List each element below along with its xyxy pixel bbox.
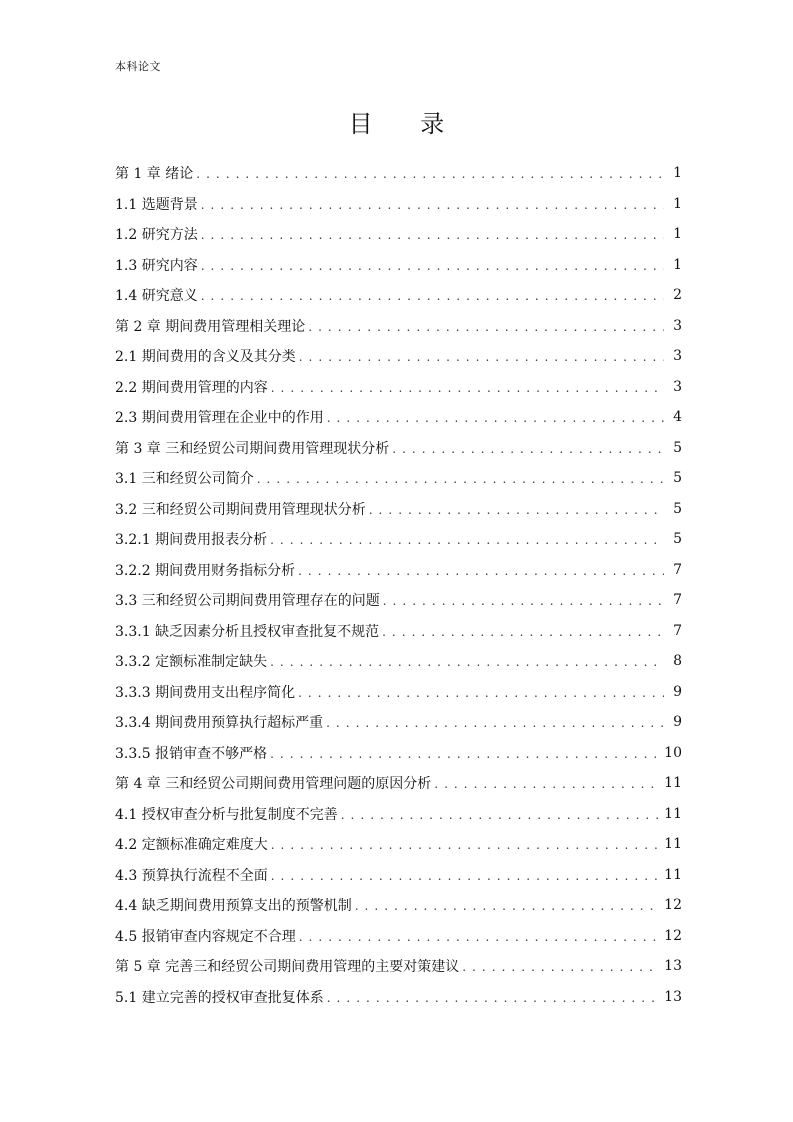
toc-entry-label: 第 3 章 三和经贸公司期间费用管理现状分析 <box>115 440 390 457</box>
toc-entry[interactable] <box>115 768 682 799</box>
toc-page-number: 1 <box>673 195 682 212</box>
toc-page-number: 13 <box>664 958 682 975</box>
toc-entry-label: 4.2 定额标准确定难度大 <box>115 837 268 854</box>
toc-entry[interactable] <box>115 402 682 433</box>
toc-entry-label: 4.4 缺乏期间费用预算支出的预警机制 <box>115 898 352 915</box>
toc-page-number: 13 <box>664 988 682 1005</box>
toc-page-number: 7 <box>673 592 682 609</box>
toc-entry[interactable] <box>115 890 682 921</box>
toc-page-number: 7 <box>673 561 682 578</box>
toc-entry-label: 3.1 三和经贸公司简介 <box>115 471 254 488</box>
toc-entry[interactable] <box>115 860 682 891</box>
toc-dot-leader <box>369 503 664 517</box>
toc-entry[interactable] <box>115 524 682 555</box>
toc-dot-leader <box>196 167 664 181</box>
toc-page-number: 4 <box>673 409 682 426</box>
toc-entry[interactable] <box>115 829 682 860</box>
toc-entry-label: 4.5 报销审查内容规定不合理 <box>115 928 296 945</box>
toc-entry[interactable] <box>115 372 682 403</box>
toc-entry[interactable] <box>115 555 682 586</box>
toc-page-number: 12 <box>664 927 682 944</box>
toc-entry[interactable] <box>115 616 682 647</box>
toc-page-number: 1 <box>673 256 682 273</box>
toc-dot-leader <box>382 625 664 639</box>
toc-entry-label: 3.3.4 期间费用预算执行超标严重 <box>115 715 324 732</box>
toc-entry-label: 3.2 三和经贸公司期间费用管理现状分析 <box>115 501 366 518</box>
toc-dot-leader <box>299 930 660 944</box>
toc-entry-label: 3.2.2 期间费用财务指标分析 <box>115 562 296 579</box>
toc-dot-leader <box>462 960 660 974</box>
toc-entry[interactable] <box>115 280 682 311</box>
toc-dot-leader <box>201 259 664 273</box>
toc-entry[interactable] <box>115 951 682 982</box>
toc-entry[interactable] <box>115 250 682 281</box>
toc-entry-label: 5.1 建立完善的授权审查批复体系 <box>115 989 324 1006</box>
toc-page-number: 11 <box>664 775 682 792</box>
toc-entry[interactable] <box>115 433 682 464</box>
toc-entry[interactable] <box>115 585 682 616</box>
toc-entry-label: 第 2 章 期间费用管理相关理论 <box>115 318 306 335</box>
toc-dot-leader <box>201 228 664 242</box>
toc-entry-label: 2.2 期间费用管理的内容 <box>115 379 268 396</box>
toc-page-number: 5 <box>673 470 682 487</box>
toc-dot-leader <box>355 899 660 913</box>
table-of-contents <box>115 158 682 1012</box>
toc-entry[interactable] <box>115 921 682 952</box>
toc-dot-leader <box>383 594 664 608</box>
toc-entry-label: 3.3.2 定额标准制定缺失 <box>115 654 268 671</box>
toc-dot-leader <box>298 564 664 578</box>
toc-entry-label: 2.3 期间费用管理在企业中的作用 <box>115 410 324 427</box>
toc-dot-leader <box>201 289 664 303</box>
toc-page-number: 9 <box>673 683 682 700</box>
toc-page-number: 5 <box>673 531 682 548</box>
toc-entry-label: 1.3 研究内容 <box>115 257 198 274</box>
toc-dot-leader <box>270 655 664 669</box>
toc-page-number: 1 <box>673 226 682 243</box>
toc-page-number: 11 <box>664 866 682 883</box>
toc-page-number: 8 <box>673 653 682 670</box>
toc-entry[interactable] <box>115 646 682 677</box>
toc-entry-label: 1.4 研究意义 <box>115 288 198 305</box>
toc-dot-leader <box>271 381 664 395</box>
toc-dot-leader <box>270 533 664 547</box>
toc-entry-label: 3.3.1 缺乏因素分析且授权审查批复不规范 <box>115 623 380 640</box>
toc-dot-leader <box>341 808 660 822</box>
toc-entry-label: 1.1 选题背景 <box>115 196 198 213</box>
toc-entry[interactable] <box>115 158 682 189</box>
toc-page-number: 1 <box>673 165 682 182</box>
toc-dot-leader <box>299 350 664 364</box>
toc-entry[interactable] <box>115 707 682 738</box>
toc-dot-leader <box>392 442 664 456</box>
toc-dot-leader <box>257 472 664 486</box>
toc-entry-label: 4.1 授权审查分析与批复制度不完善 <box>115 806 338 823</box>
toc-entry[interactable] <box>115 189 682 220</box>
toc-entry-label: 3.3.3 期间费用支出程序简化 <box>115 684 296 701</box>
toc-page-number: 10 <box>664 744 682 761</box>
toc-entry-label: 4.3 预算执行流程不全面 <box>115 867 268 884</box>
toc-page-number: 3 <box>673 348 682 365</box>
toc-dot-leader <box>271 838 660 852</box>
toc-entry[interactable] <box>115 799 682 830</box>
toc-dot-leader <box>308 320 664 334</box>
toc-dot-leader <box>326 716 664 730</box>
toc-entry[interactable] <box>115 341 682 372</box>
toc-dot-leader <box>270 747 660 761</box>
toc-entry[interactable] <box>115 219 682 250</box>
toc-dot-leader <box>327 991 660 1005</box>
toc-entry[interactable] <box>115 982 682 1013</box>
toc-page-number: 2 <box>673 287 682 304</box>
toc-entry-label: 3.2.1 期间费用报表分析 <box>115 532 268 549</box>
toc-dot-leader <box>271 869 660 883</box>
toc-entry[interactable] <box>115 463 682 494</box>
toc-dot-leader <box>327 411 664 425</box>
toc-entry-label: 第 4 章 三和经贸公司期间费用管理问题的原因分析 <box>115 776 432 793</box>
toc-page-number: 5 <box>673 500 682 517</box>
toc-entry-label: 2.1 期间费用的含义及其分类 <box>115 349 296 366</box>
toc-entry[interactable] <box>115 677 682 708</box>
toc-entry-label: 3.3.5 报销审查不够严格 <box>115 745 268 762</box>
running-header: 本科论文 <box>115 60 161 73</box>
toc-page-number: 9 <box>673 714 682 731</box>
toc-entry[interactable] <box>115 738 682 769</box>
toc-page-number: 11 <box>664 805 682 822</box>
toc-entry[interactable] <box>115 494 682 525</box>
page-title: 目 录 <box>348 110 465 138</box>
toc-page-number: 12 <box>664 897 682 914</box>
toc-dot-leader <box>201 198 664 212</box>
toc-dot-leader <box>298 686 664 700</box>
toc-dot-leader <box>434 777 660 791</box>
toc-entry-label: 第 5 章 完善三和经贸公司期间费用管理的主要对策建议 <box>115 959 460 976</box>
toc-entry[interactable] <box>115 311 682 342</box>
toc-page-number: 11 <box>664 836 682 853</box>
toc-page-number: 3 <box>673 317 682 334</box>
toc-entry-label: 3.3 三和经贸公司期间费用管理存在的问题 <box>115 593 380 610</box>
toc-entry-label: 第 1 章 绪论 <box>115 166 194 183</box>
toc-page-number: 7 <box>673 622 682 639</box>
toc-page-number: 3 <box>673 378 682 395</box>
toc-entry-label: 1.2 研究方法 <box>115 227 198 244</box>
toc-page-number: 5 <box>673 439 682 456</box>
